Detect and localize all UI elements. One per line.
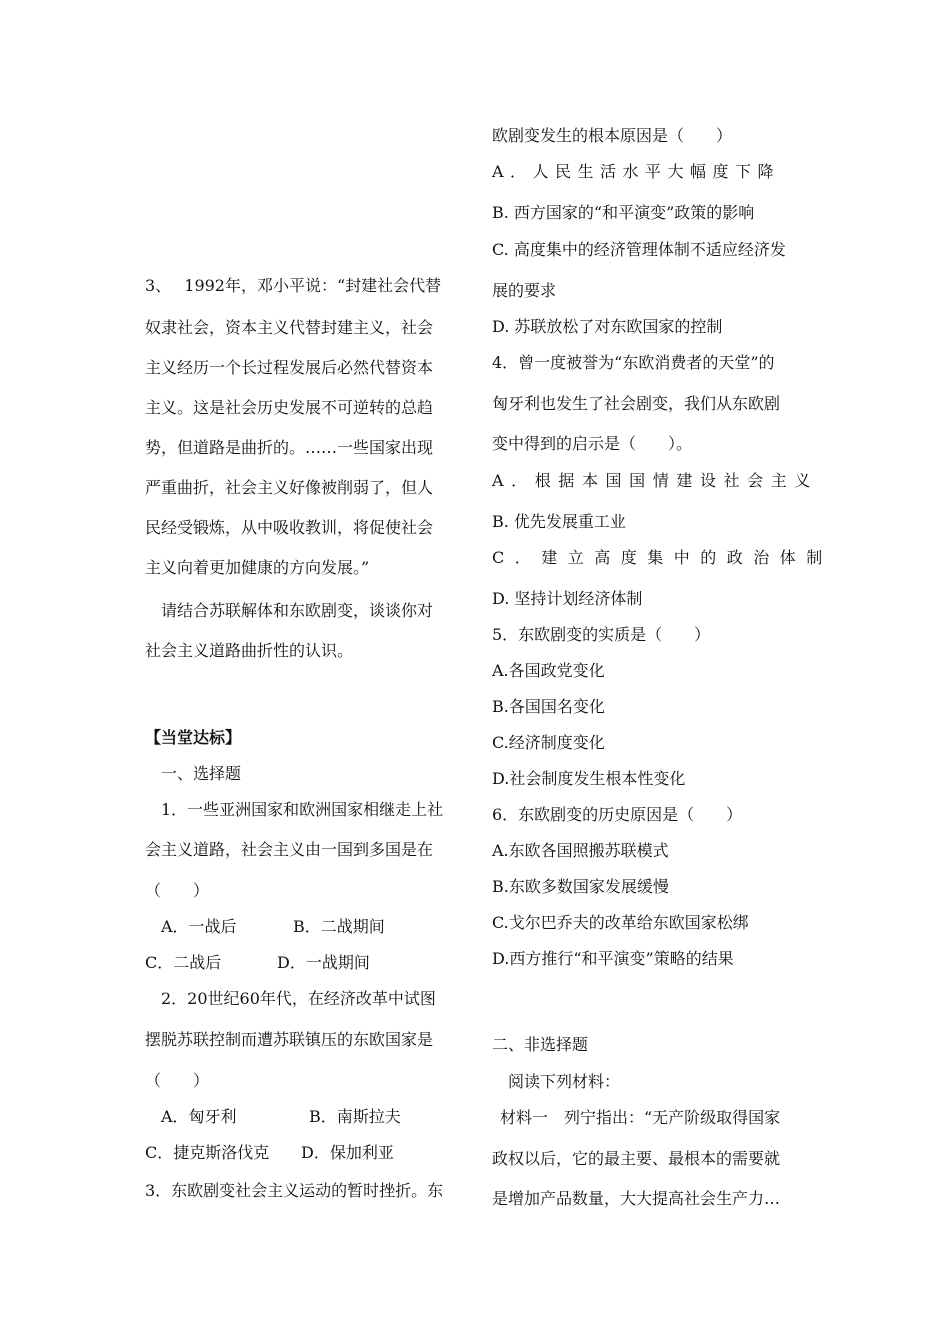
q3-material-line: 主义。这是社会历史发展不可逆转的总趋 bbox=[145, 398, 434, 417]
q6-option-c: C.戈尔巴乔夫的改革给东欧国家松绑 bbox=[492, 913, 749, 932]
subsection-nonchoice: 二、非选择题 bbox=[492, 1035, 589, 1054]
q5-stem: 5．东欧剧变的实质是（ ） bbox=[492, 625, 711, 644]
q6-option-b: B.东欧多数国家发展缓慢 bbox=[492, 877, 669, 896]
q1-option-a: A．一战后 bbox=[161, 917, 237, 936]
q3-option-a-text: A．人民生活水平大幅度下降 bbox=[492, 162, 781, 181]
q5-option-a: A.各国政党变化 bbox=[492, 661, 605, 680]
q3-option-c-line: 展的要求 bbox=[492, 281, 557, 300]
q4-stem-line: 变中得到的启示是（ ）。 bbox=[492, 434, 693, 453]
q3-material-line: 民经受锻炼，从中吸收教训，将促使社会 bbox=[145, 518, 434, 537]
q4-stem-line: 匈牙利也发生了社会剧变，我们从东欧剧 bbox=[492, 394, 781, 413]
q3-material-line: 3、 1992年，邓小平说：“封建社会代替 bbox=[145, 276, 442, 295]
q4-option-c-text: C．建立高度集中的政治体制 bbox=[492, 548, 833, 567]
q3-material-line: 严重曲折，社会主义好像被削弱了，但人 bbox=[145, 478, 434, 497]
q3-material-line: 势，但道路是曲折的。……一些国家出现 bbox=[145, 438, 434, 457]
q2-option-a: A．匈牙利 bbox=[161, 1107, 237, 1126]
q2-stem-line: 2．20世纪60年代，在经济改革中试图 bbox=[161, 989, 436, 1008]
q3-material-line: 主义向着更加健康的方向发展。” bbox=[145, 558, 370, 577]
q2-stem-line: 摆脱苏联控制而遭苏联镇压的东欧国家是 bbox=[145, 1030, 434, 1049]
q5-option-b: B.各国国名变化 bbox=[492, 697, 605, 716]
q3-material-line: 主义经历一个长过程发展后必然代替资本 bbox=[145, 358, 434, 377]
material1-line: 政权以后，它的最主要、最根本的需要就 bbox=[492, 1149, 781, 1168]
q4-option-a-text: A．根据本国国情建设社会主义 bbox=[492, 471, 818, 490]
section-title: 【当堂达标】 bbox=[145, 728, 242, 747]
read-prompt: 阅读下列材料： bbox=[508, 1072, 621, 1091]
q6-stem: 6．东欧剧变的历史原因是（ ） bbox=[492, 805, 743, 824]
q3-prompt-line: 请结合苏联解体和东欧剧变，谈谈你对 bbox=[161, 601, 434, 620]
q1-stem-line: 会主义道路，社会主义由一国到多国是在 bbox=[145, 840, 434, 859]
q1-option-d: D．一战期间 bbox=[277, 953, 370, 972]
q4-option-a bbox=[492, 471, 818, 491]
q3-material-line: 奴隶社会，资本主义代替封建主义，社会 bbox=[145, 318, 434, 337]
q5-option-c: C.经济制度变化 bbox=[492, 733, 605, 752]
q2-option-c: C．捷克斯洛伐克 bbox=[145, 1143, 270, 1162]
material1-line: 材料一 列宁指出：“无产阶级取得国家 bbox=[500, 1108, 781, 1127]
q2-option-b: B．南斯拉夫 bbox=[309, 1107, 401, 1126]
q3-prompt-line: 社会主义道路曲折性的认识。 bbox=[145, 641, 354, 660]
q1-option-c: C．二战后 bbox=[145, 953, 222, 972]
q1-stem-line: 1．一些亚洲国家和欧洲国家相继走上社 bbox=[161, 800, 444, 819]
q1-option-b: B．二战期间 bbox=[293, 917, 385, 936]
q6-option-d: D.西方推行“和平演变”策略的结果 bbox=[492, 949, 734, 968]
q3-stem-end: 欧剧变发生的根本原因是（ ） bbox=[492, 126, 733, 145]
q5-option-d: D.社会制度发生根本性变化 bbox=[492, 769, 686, 788]
q4-option-c bbox=[492, 548, 833, 568]
q1-stem-line: （ ） bbox=[145, 881, 210, 900]
q6-option-a: A.东欧各国照搬苏联模式 bbox=[492, 841, 669, 860]
material1-line: 是增加产品数量，大大提高社会生产力… bbox=[492, 1189, 781, 1208]
subsection-choice: 一、选择题 bbox=[161, 764, 242, 783]
q3-option-d: D. 苏联放松了对东欧国家的控制 bbox=[492, 317, 723, 336]
q3-option-c-line: C. 高度集中的经济管理体制不适应经济发 bbox=[492, 240, 786, 259]
q2-option-d: D．保加利亚 bbox=[301, 1143, 394, 1162]
q4-option-d: D. 坚持计划经济体制 bbox=[492, 589, 643, 608]
q2-stem-line: （ ） bbox=[145, 1071, 210, 1090]
q3-option-a bbox=[492, 162, 806, 182]
q4-stem-line: 4．曾一度被誉为“东欧消费者的天堂”的 bbox=[492, 353, 775, 372]
q3-option-b: B. 西方国家的“和平演变”政策的影响 bbox=[492, 203, 755, 222]
q4-option-b: B. 优先发展重工业 bbox=[492, 512, 626, 531]
q3-stem-start: 3．东欧剧变社会主义运动的暂时挫折。东 bbox=[145, 1181, 444, 1200]
